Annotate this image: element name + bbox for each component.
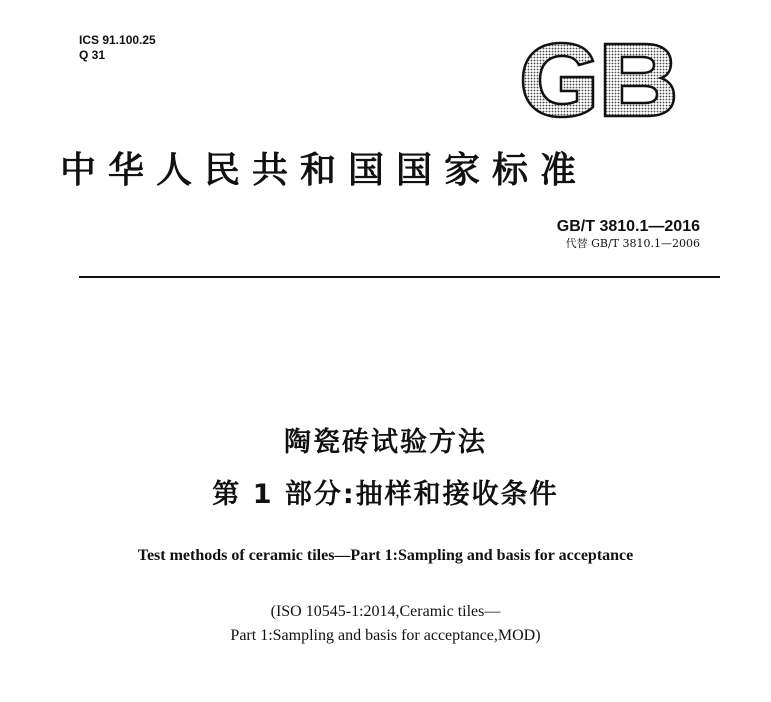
iso-reference-line2: Part 1:Sampling and basis for acceptance,MOD) [230,627,541,644]
replaces-standard: 代替 GB/T 3810.1—2006 [565,237,700,250]
gb-logo [521,41,677,119]
header-divider [79,276,720,278]
document-title-line1: 陶瓷砖试验方法 [284,427,487,458]
ccs-code: Q 31 [79,48,106,62]
iso-reference [0,600,771,648]
iso-reference-line1: (ISO 10545-1:2014,Ceramic tiles— [270,603,501,620]
classification-codes [79,33,156,63]
standard-code-block [557,218,700,251]
english-title: Test methods of ceramic tiles—Part 1:Sampling and basis for acceptance [137,547,634,564]
document-title-line2: 第 1 部分:抽样和接收条件 [212,479,559,510]
national-standard-title: 中华人民共和国国家标准 [60,150,589,191]
standard-number: GB/T 3810.1—2016 [556,218,700,235]
ics-code: ICS 91.100.25 [79,33,156,47]
